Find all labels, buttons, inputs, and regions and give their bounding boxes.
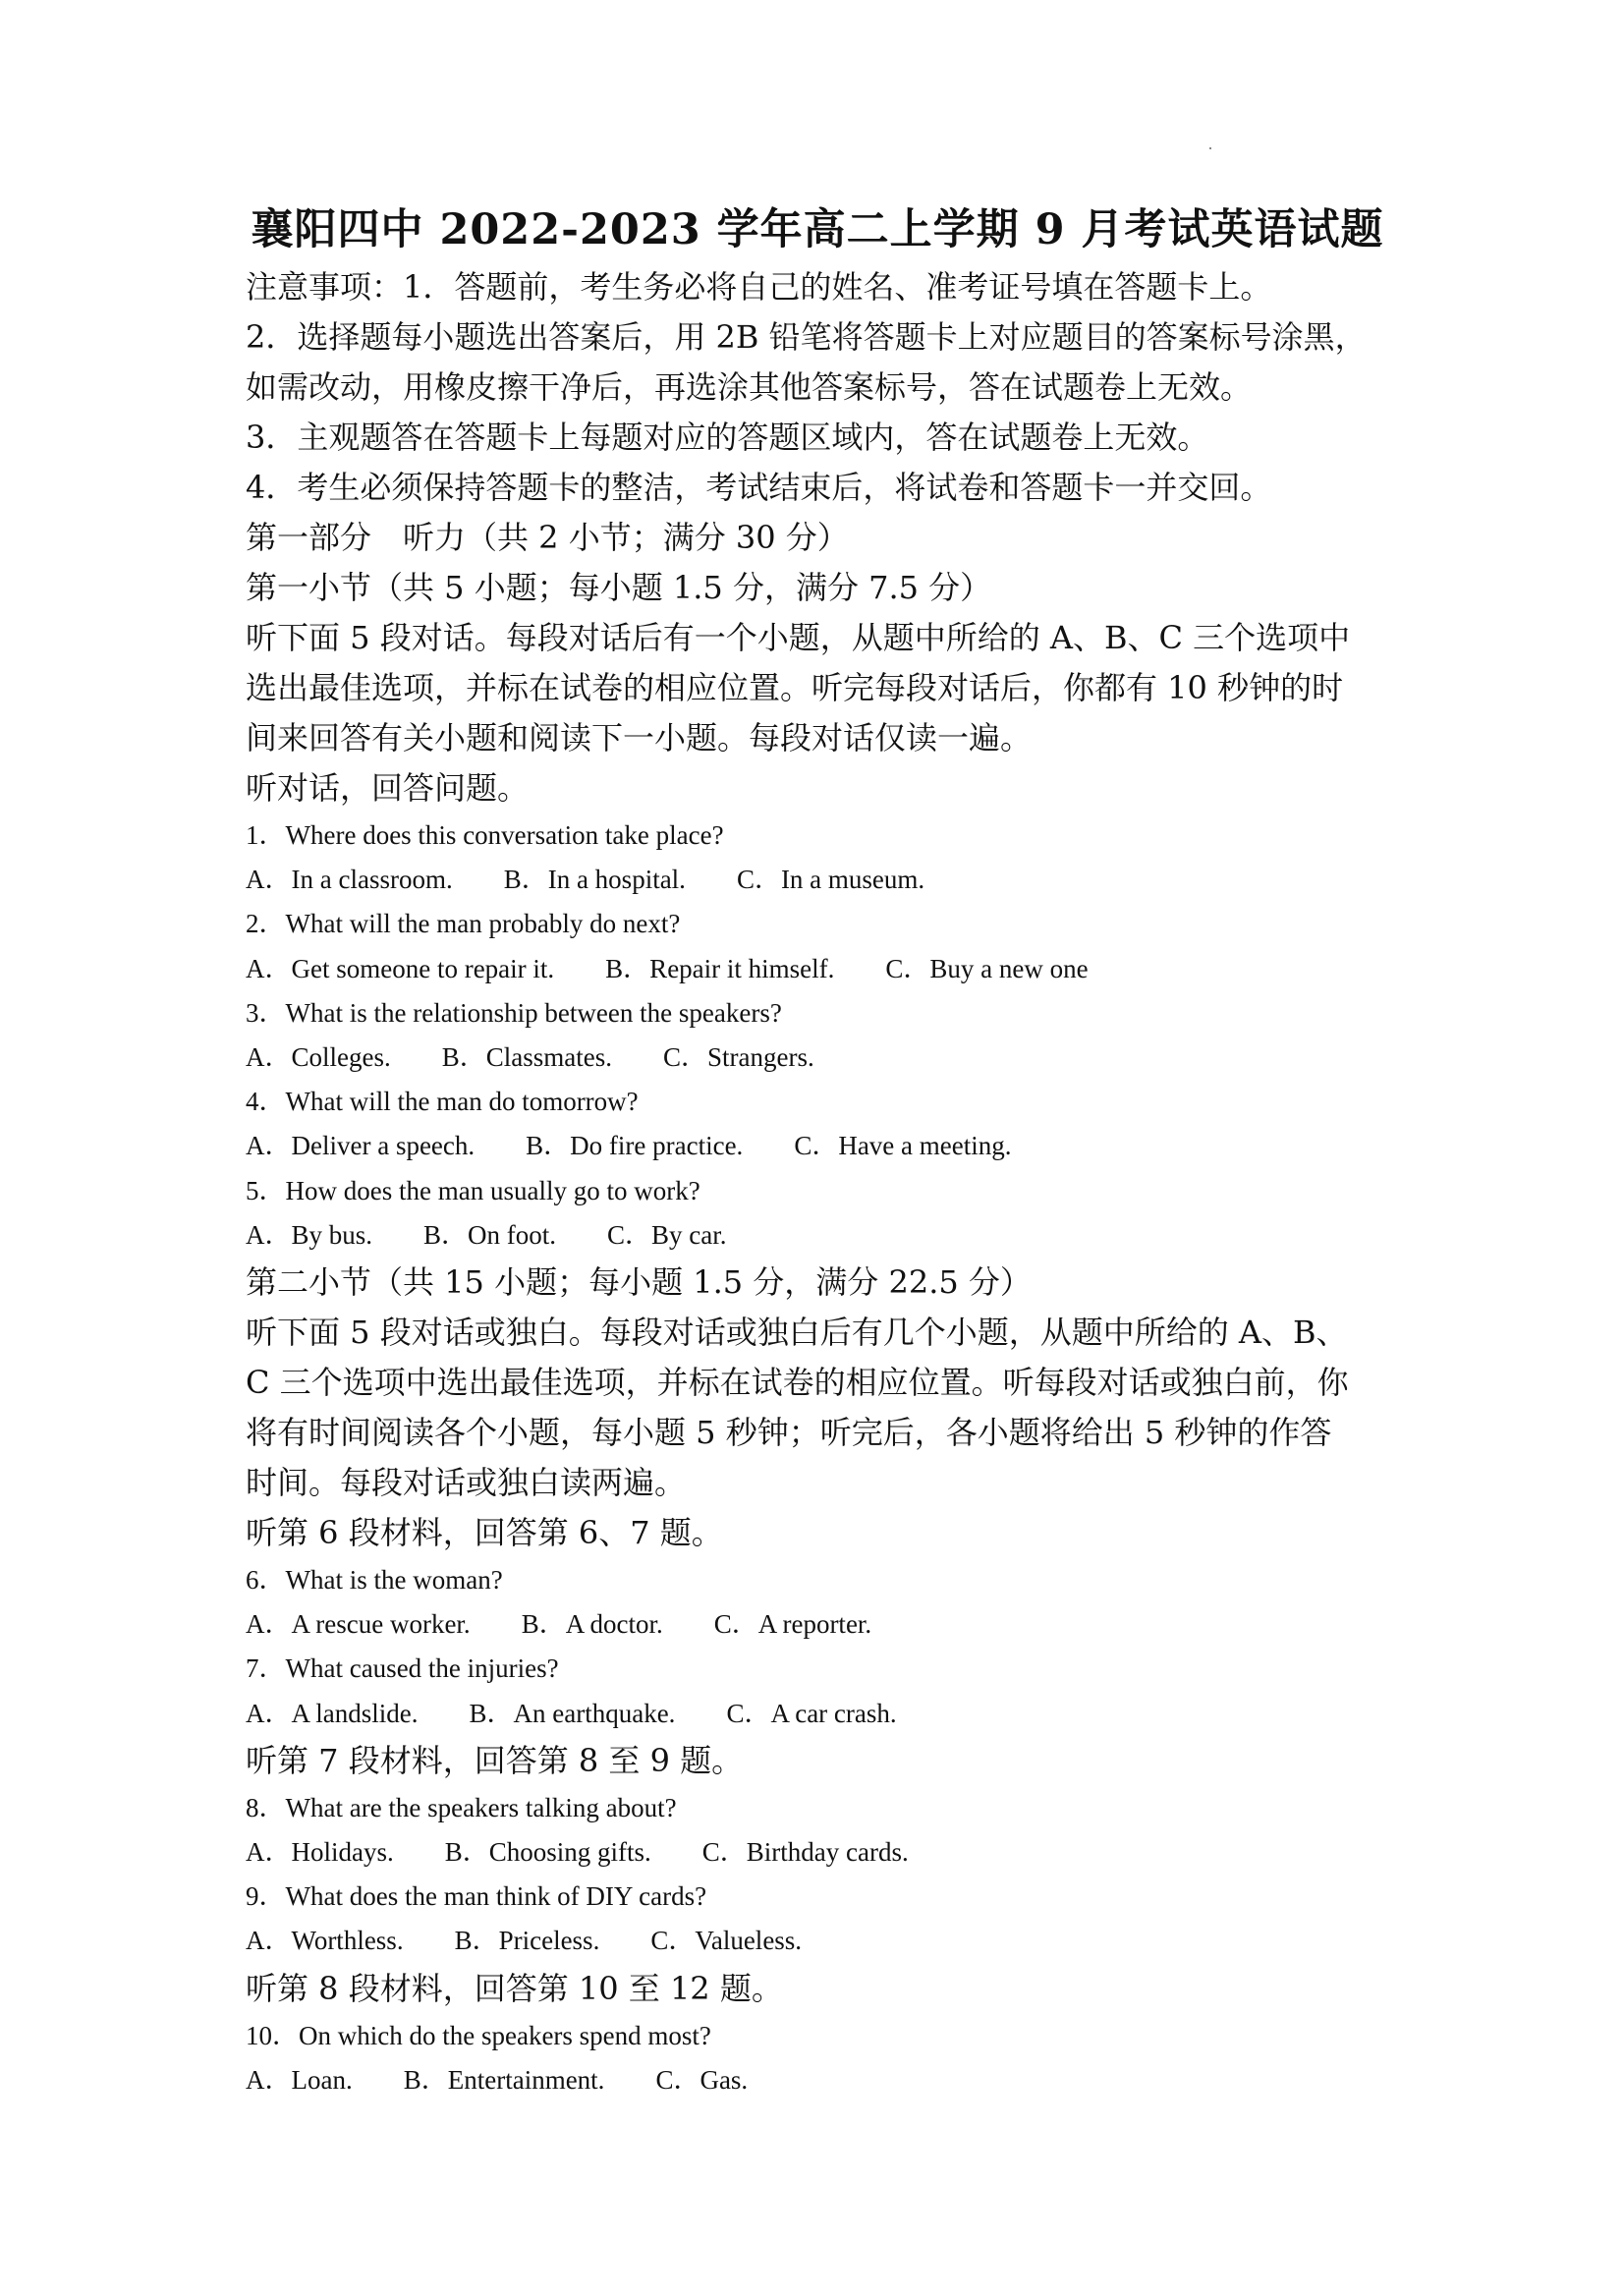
option-c: C．Have a meeting. — [794, 1131, 1012, 1161]
option-c: C．Valueless. — [650, 1926, 803, 1956]
material-lead: 听第 6 段材料，回答第 6、7 题。 — [246, 1514, 723, 1552]
material-lead: 听第 7 段材料，回答第 8 至 9 题。 — [246, 1741, 744, 1779]
answer-options — [246, 947, 1405, 991]
question — [246, 1875, 1405, 1963]
note-line: 3．主观题答在答题卡上每题对应的答题区域内，答在试题卷上无效。 — [246, 419, 1209, 456]
option-b: B．Do fire practice. — [526, 1131, 744, 1161]
question — [246, 2014, 1405, 2102]
question — [246, 1558, 1405, 1647]
option-b: B．Entertainment. — [403, 2064, 605, 2095]
question-text: 8．What are the speakers talking about? — [246, 1792, 677, 1822]
question-text: 7．What caused the injuries? — [246, 1653, 559, 1684]
option-b: B．Choosing gifts. — [444, 1837, 651, 1868]
note-line: 如需改动，用橡皮擦干净后，再选涂其他答案标号，答在试题卷上无效。 — [246, 368, 1253, 406]
option-a: A．Get someone to repair it. — [246, 953, 555, 983]
question — [246, 1169, 1405, 1258]
option-c: C．A reporter. — [713, 1609, 872, 1640]
option-b: B．Classmates. — [441, 1042, 612, 1073]
question-text: 1．Where does this conversation take place? — [246, 820, 724, 850]
option-c: C．Strangers. — [663, 1042, 814, 1073]
instruction-line: 间来回答有关小题和阅读下一小题。每段对话仅读一遍。 — [246, 719, 1033, 756]
question-text: 9．What does the man think of DIY cards? — [246, 1881, 707, 1912]
answer-options — [246, 858, 1405, 902]
option-c: C．Birthday cards. — [701, 1837, 909, 1868]
question-text: 5．How does the man usually go to work? — [246, 1175, 700, 1205]
section1-heading: 第一小节（共 5 小题；每小题 1.5 分，满分 7.5 分） — [246, 569, 992, 606]
option-c: C．A car crash. — [726, 1698, 897, 1728]
section2-heading: 第二小节（共 15 小题；每小题 1.5 分，满分 22.5 分） — [246, 1263, 1032, 1302]
note-line: 4．考生必须保持答题卡的整洁，考试结束后，将试卷和答题卡一并交回。 — [246, 469, 1272, 506]
instruction-line: 听下面 5 段对话。每段对话后有一个小题，从题中所给的 A、B、C 三个选项中 — [246, 619, 1351, 656]
option-a: A．Loan. — [246, 2064, 353, 2095]
answer-options — [246, 1692, 1405, 1736]
option-a: A．Deliver a speech. — [246, 1131, 476, 1161]
option-a: A．Holidays. — [246, 1837, 394, 1868]
question-text: 3．What is the relationship between the speakers? — [246, 997, 782, 1028]
note-line: 注意事项：1．答题前，考生务必将自己的姓名、准考证号填在答题卡上。 — [246, 268, 1272, 306]
instruction-line: 将有时间阅读各个小题，每小题 5 秒钟；听完后，各小题将给出 5 秒钟的作答 — [246, 1414, 1332, 1452]
instruction-line: 听下面 5 段对话或独白。每段对话或独白后有几个小题，从题中所给的 A、B、 — [246, 1314, 1348, 1352]
option-a: A．Colleges. — [246, 1042, 391, 1073]
instruction-line: 选出最佳选项，并标在试卷的相应位置。听完每段对话后，你都有 10 秒钟的时 — [246, 669, 1344, 706]
question — [246, 1786, 1405, 1875]
answer-options — [246, 2058, 1405, 2102]
answer-options — [246, 1602, 1405, 1647]
option-b: B．An earthquake. — [469, 1698, 676, 1728]
question — [246, 1080, 1405, 1168]
instruction-line: C 三个选项中选出最佳选项，并标在试卷的相应位置。听每段对话或独白前，你 — [246, 1364, 1349, 1402]
exam-page — [246, 196, 1405, 2102]
option-b: B．Repair it himself. — [605, 953, 835, 983]
question-text: 10．On which do the speakers spend most? — [246, 2020, 711, 2050]
page-title: 襄阳四中 2022-2023 学年高二上学期 9 月考试英语试题 — [251, 205, 1384, 254]
option-b: B．Priceless. — [454, 1926, 600, 1956]
option-b: B．On foot. — [423, 1219, 557, 1250]
answer-options — [246, 1213, 1405, 1258]
answer-options — [246, 1830, 1405, 1875]
option-c: C．By car. — [607, 1219, 727, 1250]
question — [246, 1647, 1405, 1735]
option-c: C．Buy a new one — [885, 953, 1089, 983]
question — [246, 991, 1405, 1080]
option-a: A．A landslide. — [246, 1698, 419, 1728]
speck — [1209, 147, 1211, 149]
question — [246, 813, 1405, 902]
answer-options — [246, 1919, 1405, 1963]
option-b: B．A doctor. — [521, 1609, 663, 1640]
note-line: 2．选择题每小题选出答案后，用 2B 铅笔将答题卡上对应题目的答案标号涂黑， — [246, 318, 1367, 356]
section1-instructions — [246, 613, 1405, 763]
question-text: 2．What will the man probably do next? — [246, 909, 681, 939]
option-a: A．By bus. — [246, 1219, 373, 1250]
question-text: 6．What is the woman? — [246, 1565, 503, 1596]
option-a: A．A rescue worker. — [246, 1609, 471, 1640]
option-c: C．Gas. — [655, 2064, 749, 2095]
option-c: C．In a museum. — [736, 865, 925, 895]
section2-instructions — [246, 1308, 1405, 1508]
section1-lead: 听对话，回答问题。 — [246, 769, 530, 807]
question — [246, 902, 1405, 990]
question-text: 4．What will the man do tomorrow? — [246, 1087, 639, 1117]
notes — [246, 262, 1405, 513]
instruction-line: 时间。每段对话或独白读两遍。 — [246, 1464, 687, 1502]
answer-options — [246, 1036, 1405, 1080]
part1-heading: 第一部分 听力（共 2 小节；满分 30 分） — [246, 519, 849, 556]
option-a: A．Worthless. — [246, 1926, 404, 1956]
option-b: B．In a hospital. — [503, 865, 686, 895]
answer-options — [246, 1124, 1405, 1168]
material-lead: 听第 8 段材料，回答第 10 至 12 题。 — [246, 1969, 783, 2007]
option-a: A．In a classroom. — [246, 865, 453, 895]
